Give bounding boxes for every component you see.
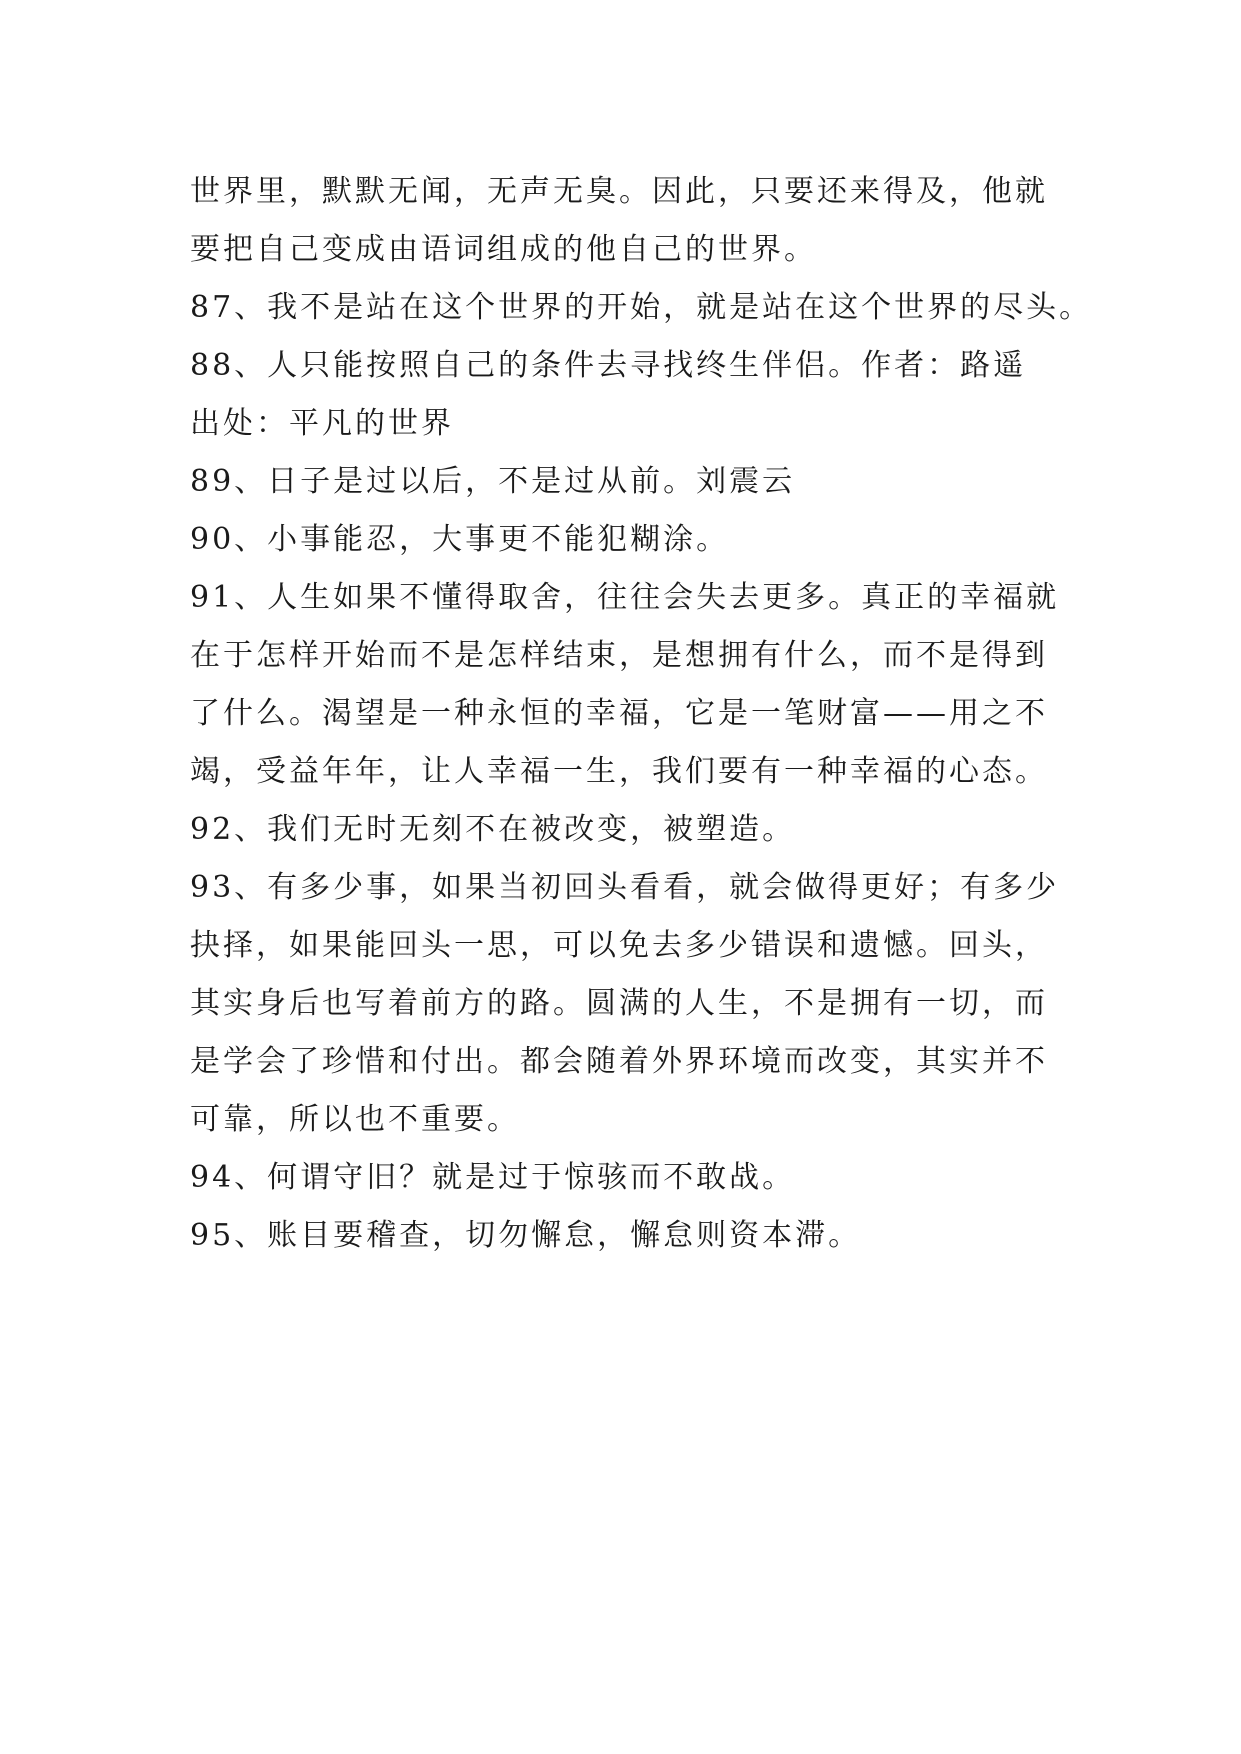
quote-93: 93、有多少事，如果当初回头看看，就会做得更好；有多少 bbox=[190, 870, 1060, 905]
text-line: 抉择，如果能回头一思，可以免去多少错误和遗憾。回头， bbox=[190, 928, 1048, 963]
text-line: 在于怎样开始而不是怎样结束，是想拥有什么，而不是得到 bbox=[190, 638, 1048, 673]
quote-92: 92、我们无时无刻不在被改变，被塑造。 bbox=[190, 812, 796, 847]
quote-94: 94、何谓守旧？就是过于惊骇而不敢战。 bbox=[190, 1160, 796, 1195]
quote-90: 90、小事能忍，大事更不能犯糊涂。 bbox=[190, 522, 730, 557]
text-line: 是学会了珍惜和付出。都会随着外界环境而改变，其实并不 bbox=[190, 1044, 1048, 1079]
text-line: 竭，受益年年，让人幸福一生，我们要有一种幸福的心态。 bbox=[190, 754, 1048, 789]
quote-95: 95、账目要稽查，切勿懈怠，懈怠则资本滞。 bbox=[190, 1218, 862, 1253]
text-line: 了什么。渴望是一种永恒的幸福，它是一笔财富——用之不 bbox=[190, 696, 1048, 731]
text-line: 出处：平凡的世界 bbox=[190, 406, 454, 441]
quote-87: 87、我不是站在这个世界的开始，就是站在这个世界的尽头。 bbox=[190, 290, 1093, 325]
text-line: 可靠，所以也不重要。 bbox=[190, 1102, 520, 1137]
document-body bbox=[190, 163, 1093, 1265]
quote-89: 89、日子是过以后，不是过从前。刘震云 bbox=[190, 464, 796, 499]
text-line: 其实身后也写着前方的路。圆满的人生，不是拥有一切，而 bbox=[190, 986, 1048, 1021]
text-line: 世界里，默默无闻，无声无臭。因此，只要还来得及，他就 bbox=[190, 174, 1048, 209]
text-line: 要把自己变成由语词组成的他自己的世界。 bbox=[190, 232, 817, 267]
quote-88: 88、人只能按照自己的条件去寻找终生伴侣。作者：路遥 bbox=[190, 348, 1027, 383]
quote-91: 91、人生如果不懂得取舍，往往会失去更多。真正的幸福就 bbox=[190, 580, 1060, 615]
